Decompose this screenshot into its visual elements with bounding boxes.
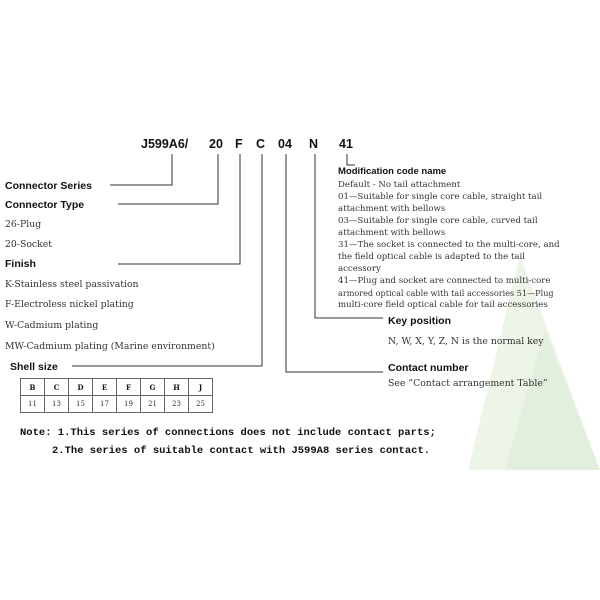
type-socket-text: 20-Socket: [5, 239, 53, 250]
shell-letter-row: [21, 379, 213, 396]
code-shell: C: [256, 137, 266, 151]
shell-cell: F: [117, 379, 141, 396]
shell-size-label: Shell size: [10, 361, 58, 373]
shell-cell: B: [21, 379, 45, 396]
finish-k-text: K-Stainless steel passivation: [5, 279, 139, 290]
shell-cell: 19: [117, 396, 141, 413]
code-finish: F: [235, 137, 243, 151]
modification-line: the field optical cable is adapted to the tail: [338, 252, 526, 262]
shell-cell: G: [141, 379, 165, 396]
shell-cell: H: [165, 379, 189, 396]
modification-line: armored optical cable with tail accessories 51—Plug: [338, 288, 554, 298]
shell-cell: 13: [45, 396, 69, 413]
shell-cell: C: [45, 379, 69, 396]
shell-cell: 25: [189, 396, 213, 413]
modification-line: Default - No tail attachment: [338, 180, 461, 190]
shell-number-row: [21, 396, 213, 413]
modification-line: accessory: [338, 264, 381, 274]
key-position-text: N, W, X, Y, Z, N is the normal key: [388, 336, 544, 347]
line-finish: [118, 154, 240, 264]
shell-cell: 15: [69, 396, 93, 413]
line-connector-series: [110, 154, 172, 185]
key-position-label: Key position: [388, 315, 452, 327]
line-shell-size: [72, 154, 262, 366]
modification-line: attachment with bellows: [338, 204, 446, 214]
connector-type-label: Connector Type: [5, 199, 85, 211]
code-key: N: [309, 137, 319, 151]
connector-series-label: Connector Series: [5, 180, 92, 192]
modification-title: Modification code name: [338, 166, 447, 177]
contact-number-label: Contact number: [388, 362, 469, 374]
modification-line: 31—The socket is connected to the multi-core, and: [338, 240, 560, 250]
modification-line: 03—Suitable for single core cable, curved tail: [338, 216, 538, 226]
shell-cell: 11: [21, 396, 45, 413]
type-plug-text: 26-Plug: [5, 219, 42, 230]
finish-w-text: W-Cadmium plating: [5, 320, 99, 331]
note-line-2: 2.The series of suitable contact with J599A8 series contact.: [52, 445, 431, 457]
note-line-1: Note: 1.This series of connections does not include contact parts;: [20, 427, 436, 439]
shell-cell: 23: [165, 396, 189, 413]
code-type: 20: [209, 137, 223, 151]
shell-cell: D: [69, 379, 93, 396]
code-modification: 41: [339, 137, 353, 151]
shell-cell: J: [189, 379, 213, 396]
modification-line: 41—Plug and socket are connected to multi-core: [338, 276, 551, 286]
line-connector-type: [118, 154, 218, 204]
finish-mw-text: MW-Cadmium plating (Marine environment): [5, 341, 215, 352]
finish-f-text: F-Electroless nickel plating: [5, 299, 134, 310]
modification-line: 01—Suitable for single core cable, straight tail: [338, 192, 543, 202]
shell-cell: E: [93, 379, 117, 396]
code-series: J599A6/: [141, 137, 189, 151]
code-contact: 04: [278, 137, 292, 151]
modification-line: attachment with bellows: [338, 228, 446, 238]
modification-line: multi-core field optical cable for tail accessories: [338, 300, 548, 310]
line-modification: [347, 154, 355, 165]
contact-number-text: See ”Contact arrangement Table”: [388, 378, 548, 389]
finish-label: Finish: [5, 258, 36, 270]
shell-cell: 17: [93, 396, 117, 413]
shell-size-table: [20, 378, 213, 413]
shell-cell: 21: [141, 396, 165, 413]
